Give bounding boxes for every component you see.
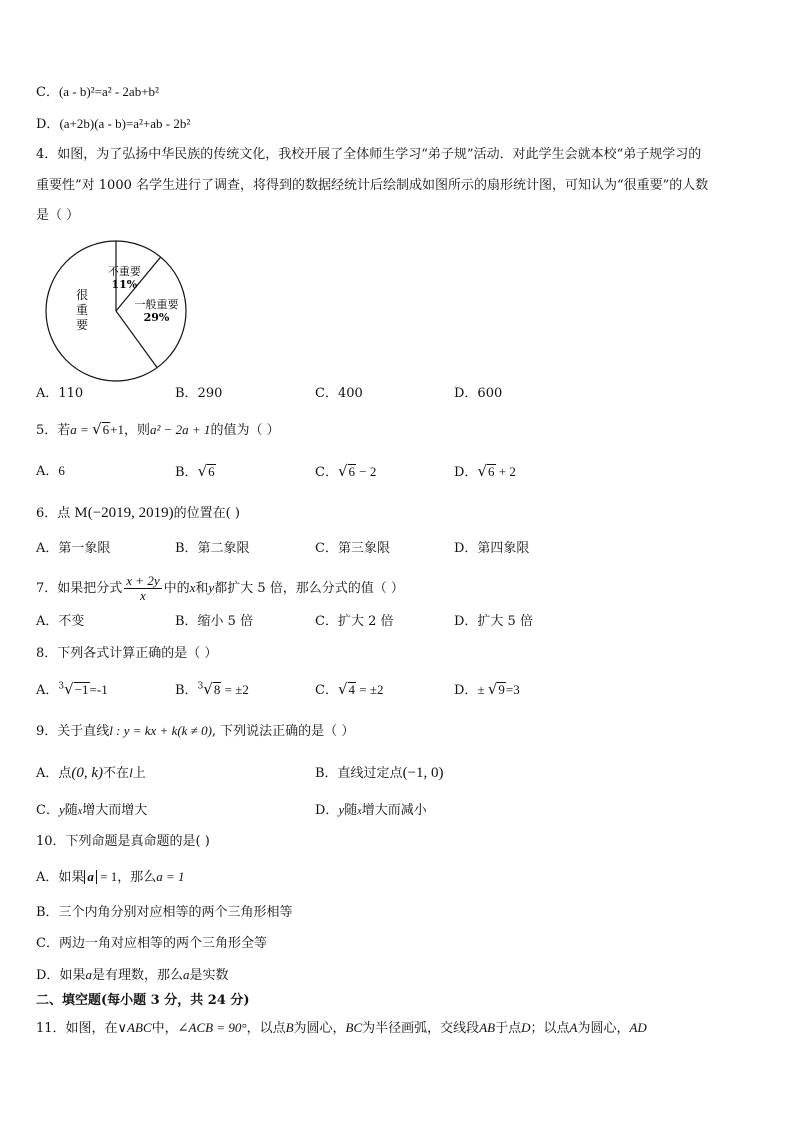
- pie-value-0: 11%: [111, 277, 138, 291]
- q5-option-b: B．√6: [175, 462, 215, 480]
- pie-value-1: 29%: [143, 311, 170, 325]
- q6-option-b: B．第二象限: [175, 541, 250, 556]
- q9-option-a: A．点(0, k)不在l上: [36, 765, 146, 781]
- q9-line-equation: l : y = kx + k(k ≠ 0): [109, 723, 212, 738]
- q5-option-a: A．6: [36, 463, 65, 479]
- q11-stem: 11．如图，在∨ABC中，∠ACB = 90°，以点B为圆心，BC为半径画弧，交线段AB于点D；以点A为圆心，AD: [36, 1020, 647, 1036]
- q4-option-b: B．290: [175, 386, 223, 401]
- q5-option-c: C．√6 − 2: [315, 462, 377, 480]
- q3-option-d: D．(a+2b)(a - b)=a²+ab - 2b²: [36, 116, 191, 132]
- q7-stem: 7．如果把分式 $\frac{x + 2y}{x}$ 中的x和y都扩大 5 倍，那么分式的值（ ）: [36, 573, 404, 603]
- pie-label-1: 一般重要: [134, 298, 179, 312]
- q10-option-d: D．如果a是有理数，那么a是实数: [36, 967, 229, 983]
- q5-option-d: D．√6 + 2: [454, 462, 516, 480]
- q4-stem-line3: 是（ ）: [36, 208, 80, 223]
- pie-label-large-char-2: 要: [75, 318, 89, 332]
- q6-option-d: D．第四象限: [454, 541, 530, 556]
- q9-option-c: C．y随x增大而增大: [36, 802, 148, 818]
- q4-option-c: C．400: [315, 386, 363, 401]
- q8-option-a: A．$^3$√−1=-1: [36, 680, 108, 698]
- pie-label-large-char-1: 重: [75, 303, 89, 317]
- q8-option-c: C．√4 = ±2: [315, 680, 384, 698]
- pie-label-large-char-0: 很: [75, 288, 89, 302]
- q5-expression: a² − 2a + 1: [149, 422, 211, 437]
- q8-option-b: B．$^3$√8 = ±2: [175, 680, 249, 698]
- q10-stem: 10．下列命题是真命题的是( ): [36, 834, 210, 849]
- q4-stem-line2: 重要性”对 1000 名学生进行了调查，将得到的数据经统计后绘制成如图所示的扇形统计图，可知认为“很重要”的人数: [36, 178, 709, 193]
- q4-option-a: A．110: [36, 386, 84, 401]
- q3-option-c: C．(a - b)²=a² - 2ab+b²: [36, 84, 159, 100]
- q4-option-d: D．600: [454, 386, 503, 401]
- q6-option-c: C．第三象限: [315, 541, 390, 556]
- q3-option-d-expr: (a+2b)(a - b)=a²+ab - 2b²: [59, 116, 191, 131]
- q6-stem: 6．点 M(−2019, 2019)的位置在( ): [36, 505, 240, 521]
- q5-stem: 5．若a = √6+1，则a² − 2a + 1的值为（ ）: [36, 420, 280, 438]
- q4-stem-line1: 4．如图，为了弘扬中华民族的传统文化，我校开展了全体师生学习“弟子规”活动．对此学生会就本校“弟子规学习的: [36, 147, 702, 162]
- q9-stem: 9．关于直线l : y = kx + k(k ≠ 0), 下列说法正确的是（ ）: [36, 723, 355, 739]
- q7-option-c: C．扩大 2 倍: [315, 614, 394, 629]
- q8-stem: 8．下列各式计算正确的是（ ）: [36, 646, 218, 661]
- q6-option-a: A．第一象限: [36, 541, 111, 556]
- q8-option-d: D．± √9=3: [454, 680, 520, 698]
- q9-option-b: B．直线过定点(−1, 0): [315, 765, 444, 781]
- q10-option-b: B．三个内角分别对应相等的两个三角形相等: [36, 905, 293, 920]
- q7-option-d: D．扩大 5 倍: [454, 614, 533, 629]
- pie-chart: [38, 236, 198, 386]
- q3-option-c-expr: (a - b)²=a² - 2ab+b²: [58, 84, 159, 99]
- q10-option-c: C．两边一角对应相等的两个三角形全等: [36, 936, 267, 951]
- q9-option-d: D．y随x增大而减小: [315, 802, 427, 818]
- q7-option-a: A．不变: [36, 614, 85, 629]
- q10-option-a: A．如果 a = 1，那么a = 1: [36, 869, 185, 885]
- pie-label-0: 不重要: [107, 264, 141, 278]
- q7-option-b: B．缩小 5 倍: [175, 614, 254, 629]
- q7-fraction: $\frac{x + 2y}{x}$: [126, 573, 160, 603]
- section-title-fill-in: 二、填空题(每小题 3 分，共 24 分): [36, 993, 250, 1008]
